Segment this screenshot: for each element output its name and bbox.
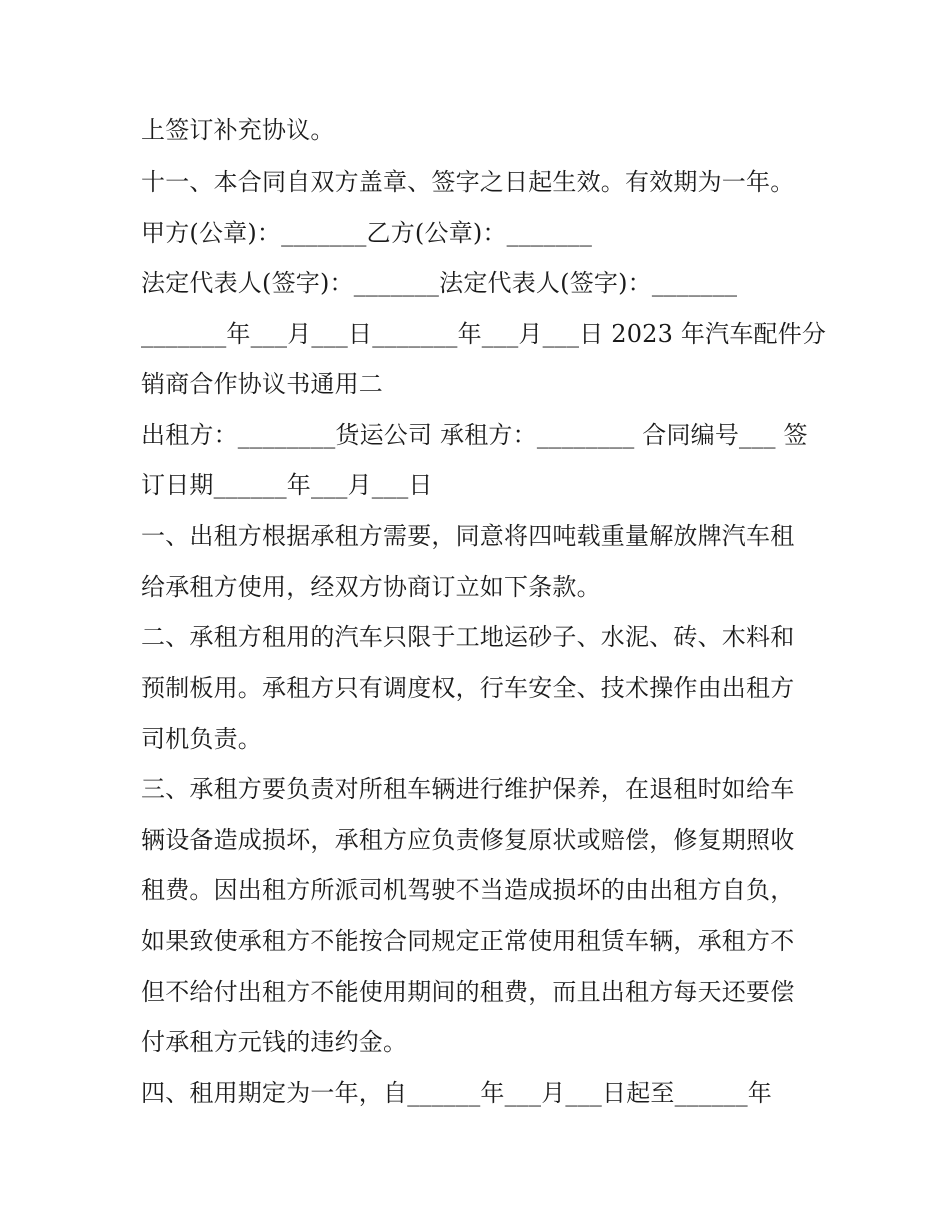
text-line: 预制板用。承租方只有调度权，行车安全、技术操作由出租方 [141, 674, 795, 702]
text-line: 辆设备造成损坏，承租方应负责修复原状或赔偿，修复期照收 [141, 826, 795, 854]
text-line: 司机负责。 [141, 725, 262, 753]
text-line: 十一、本合同自双方盖章、签字之日起生效。有效期为一年。 [141, 168, 795, 196]
text-line: 四、租用期定为一年，自______年___月___日起至______年 [141, 1079, 772, 1107]
text-line: 三、承租方要负责对所租车辆进行维护保养，在退租时如给车 [141, 775, 795, 803]
text-line: 付承租方元钱的违约金。 [141, 1028, 408, 1056]
text-line: 给承租方使用，经双方协商订立如下条款。 [141, 573, 601, 601]
text-line: 上签订补充协议。 [141, 116, 335, 144]
text-line: 订日期______年___月___日 [141, 471, 433, 499]
text-line: 一、出租方根据承租方需要，同意将四吨载重量解放牌汽车租 [141, 522, 795, 550]
text-line: 租费。因出租方所派司机驾驶不当造成损坏的由出租方自负， [141, 876, 795, 904]
text-line: 甲方(公章)：_______乙方(公章)：_______ [141, 219, 593, 247]
text-line: 如果致使承租方不能按合同规定正常使用租赁车辆，承租方不 [141, 927, 795, 955]
text-line: 二、承租方租用的汽车只限于工地运砂子、水泥、砖、木料和 [141, 623, 795, 651]
text-line: 出租方：________货运公司 承租方：________ 合同编号___ 签 [141, 421, 808, 449]
text-line: 销商合作协议书通用二 [141, 370, 383, 398]
text-line: _______年___月___日_______年___月___日 2023 年汽车配件分 [141, 320, 827, 348]
text-line: 法定代表人(签字)：_______法定代表人(签字)：_______ [141, 269, 738, 297]
text-line: 但不给付出租方不能使用期间的租费，而且出租方每天还要偿 [141, 978, 795, 1006]
